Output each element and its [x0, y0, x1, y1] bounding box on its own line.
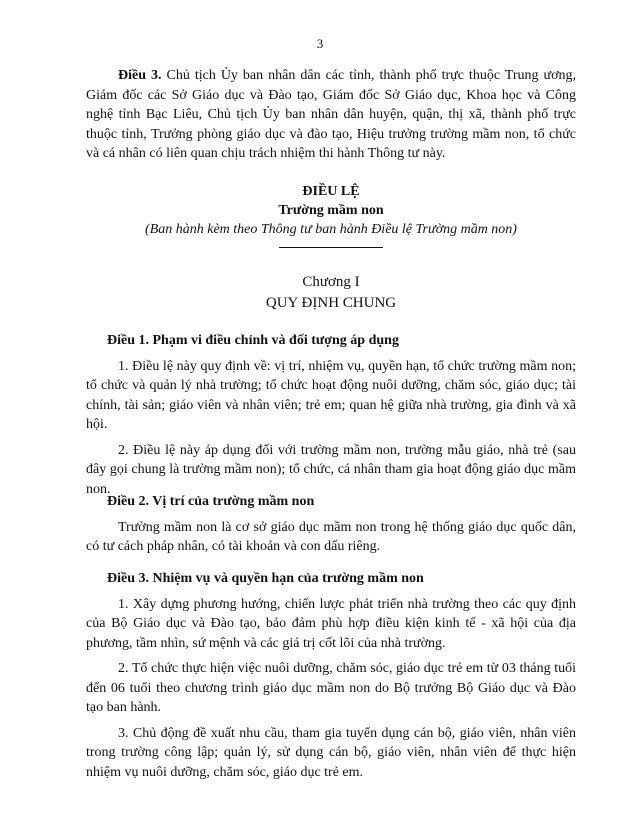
- article-paragraph: 1. Xây dựng phương hướng, chiến lược phát triển nhà trường theo các quy định của Bộ Giáo dục và Đào tạo, bảo đảm phù hợp điều kiện kinh tế - xã hội của địa phương, tầm nhìn, sứ mệnh và các giá trị cốt lõi của nhà trường.: [86, 596, 576, 651]
- article-1: [86, 331, 576, 499]
- article-paragraph: 2. Điều lệ này áp dụng đối với trường mầm non, trường mẫu giáo, nhà trẻ (sau đây gọi chung là trường mầm non); tổ chức, cá nhân tham gia hoạt động giáo dục mầm non.: [86, 442, 576, 497]
- article-heading: Điều 3. Nhiệm vụ và quyền hạn của trường mầm non: [107, 571, 424, 586]
- article-2: [86, 492, 576, 557]
- article-heading: Điều 2. Vị trí của trường mầm non: [107, 494, 315, 509]
- article-heading: Điều 1. Phạm vi điều chỉnh và đối tượng áp dụng: [107, 333, 399, 348]
- article-3: [86, 569, 576, 782]
- chapter-title: QUY ĐỊNH CHUNG: [265, 295, 397, 311]
- article-paragraph: 2. Tổ chức thực hiện việc nuôi dưỡng, chăm sóc, giáo dục trẻ em từ 03 tháng tuổi đến 06 tuổi theo chương trình giáo dục mầm non do Bộ trưởng Bộ Giáo dục và Đào tạo ban hành.: [86, 661, 576, 715]
- article-paragraph: 1. Điều lệ này quy định về: vị trí, nhiệm vụ, quyền hạn, tổ chức trường mầm non; tổ chức và quản lý nhà trường; tổ chức hoạt động nuôi dưỡng, chăm sóc, giáo dục; tài chính, tài sản; giáo viên và nhân viên; trẻ em; quan hệ giữa nhà trường, gia đình và xã hội.: [86, 358, 576, 432]
- article-paragraph: 3. Chủ động đề xuất nhu cầu, tham gia tuyển dụng cán bộ, giáo viên, nhân viên trong trường công lập; quản lý, sử dụng cán bộ, giáo viên, nhân viên để thực hiện nhiệm vụ nuôi dưỡng, chăm sóc, giáo dục trẻ em.: [86, 725, 576, 780]
- chapter-number: Chương I: [302, 274, 360, 290]
- intro-article-label: Điều 3.: [118, 68, 162, 83]
- intro-article-text: Chủ tịch Ủy ban nhân dân các tỉnh, thành phố trực thuộc Trung ương, Giám đốc các Sở Giáo dục và Đào tạo, Giám đốc Sở Giáo dục, Khoa học và Công nghệ tỉnh Bạc Liêu, Chủ tịch Ủy ban nhân dân huyện, quận, thị xã, thành phố trực thuộc tỉnh, Trưởng phòng giáo dục và đào tạo, Hiệu trưởng trường mầm non, tổ chức và cá nhân có liên quan chịu trách nhiệm thi hành Thông tư này.: [86, 68, 576, 161]
- charter-note: (Ban hành kèm theo Thông tư ban hành Điều lệ Trường mầm non): [145, 222, 517, 237]
- article-paragraph: Trường mầm non là cơ sở giáo dục mầm non trong hệ thống giáo dục quốc dân, có tư cách pháp nhân, có tài khoản và con dấu riêng.: [86, 519, 576, 554]
- intro-article-paragraph: [86, 66, 576, 164]
- charter-header: [86, 182, 576, 248]
- title-divider: [279, 247, 383, 248]
- charter-subtitle: Trường mầm non: [278, 203, 384, 218]
- intro-article: [86, 66, 576, 164]
- charter-title: ĐIỀU LỆ: [302, 184, 360, 199]
- chapter-header: [86, 272, 576, 314]
- page-number: 3: [316, 36, 324, 51]
